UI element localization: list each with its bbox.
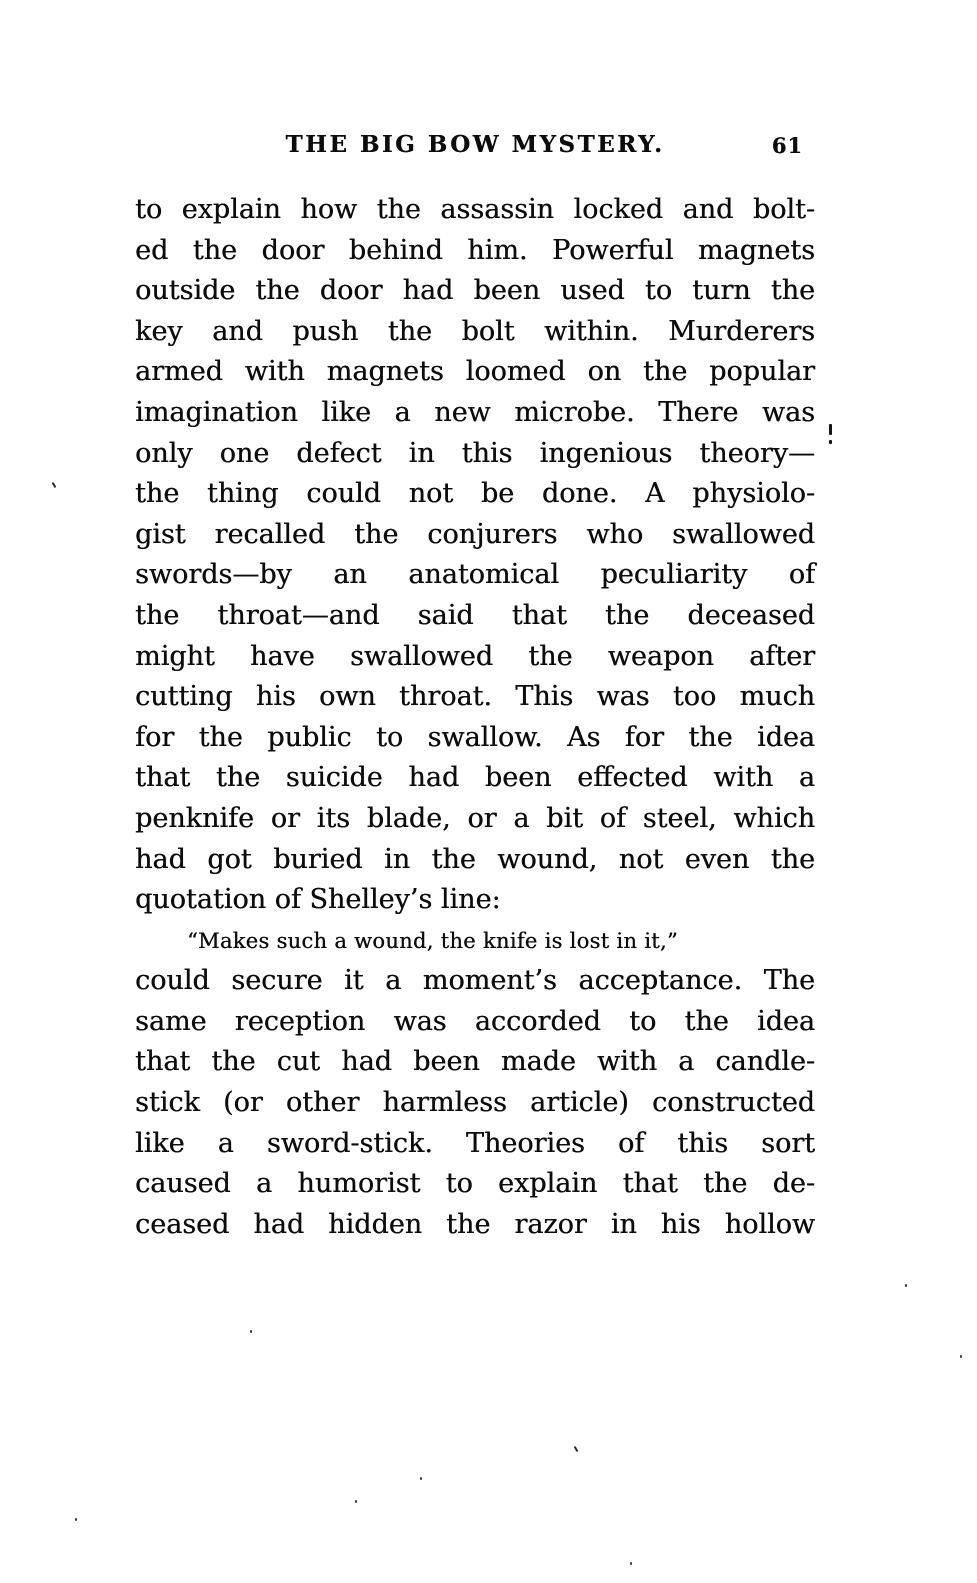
body-text <box>135 190 815 1245</box>
text-line: penknife or its blade, or a bit of steel, which <box>135 802 815 834</box>
text-line: like a sword-stick. Theories of this sort <box>135 1127 815 1159</box>
text-line: that the cut had been made with a candle- <box>135 1046 815 1078</box>
text-line: same reception was accorded to the idea <box>135 1005 815 1037</box>
text-line: for the public to swallow. As for the idea <box>135 721 815 753</box>
text-line: gist recalled the conjurers who swallowed <box>135 518 815 550</box>
running-title: THE BIG BOW MYSTERY. <box>285 131 665 158</box>
scan-artifact <box>829 424 832 435</box>
text-line: only one defect in this ingenious theory— <box>135 437 815 469</box>
page-header <box>135 131 815 163</box>
scan-speckle <box>960 1355 962 1358</box>
text-line: that the suicide had been effected with a <box>135 762 815 794</box>
text-line: the throat—and said that the deceased <box>135 599 815 631</box>
text-line: the thing could not be done. A physiolo- <box>135 478 815 510</box>
text-line: imagination like a new microbe. There was <box>135 396 815 428</box>
text-line: cutting his own throat. This was too much <box>135 681 815 713</box>
text-line: could secure it a moment’s acceptance. The <box>135 965 815 997</box>
scan-speckle <box>75 1518 77 1521</box>
text-line: outside the door had been used to turn the <box>135 275 815 307</box>
text-line: swords—by an anatomical peculiarity of <box>135 559 815 591</box>
text-line: stick (or other harmless article) constructed <box>135 1087 815 1119</box>
page-number: 61 <box>771 133 803 158</box>
scan-speckle <box>52 482 57 488</box>
text-line: had got buried in the wound, not even the <box>135 843 815 875</box>
text-line: might have swallowed the weapon after <box>135 640 815 672</box>
text-line: armed with magnets loomed on the popular <box>135 356 815 388</box>
scan-speckle <box>250 1330 252 1333</box>
text-line: to explain how the assassin locked and bolt- <box>135 194 815 225</box>
scan-speckle <box>630 1562 632 1565</box>
scan-speckle <box>905 1284 907 1287</box>
text-line: quotation of Shelley’s line: <box>135 884 501 916</box>
scan-speckle <box>355 1500 357 1503</box>
text-line: key and push the bolt within. Murderers <box>135 315 815 347</box>
scan-artifact <box>829 440 832 444</box>
text-line: ceased had hidden the razor in his hollow <box>135 1208 815 1240</box>
scan-speckle <box>574 1446 579 1452</box>
text-line: caused a humorist to explain that the de- <box>135 1168 815 1200</box>
verse-quotation-line: “Makes such a wound, the knife is lost in it,” <box>187 928 678 953</box>
text-line: ed the door behind him. Powerful magnets <box>135 234 815 266</box>
scan-speckle <box>420 1477 422 1480</box>
